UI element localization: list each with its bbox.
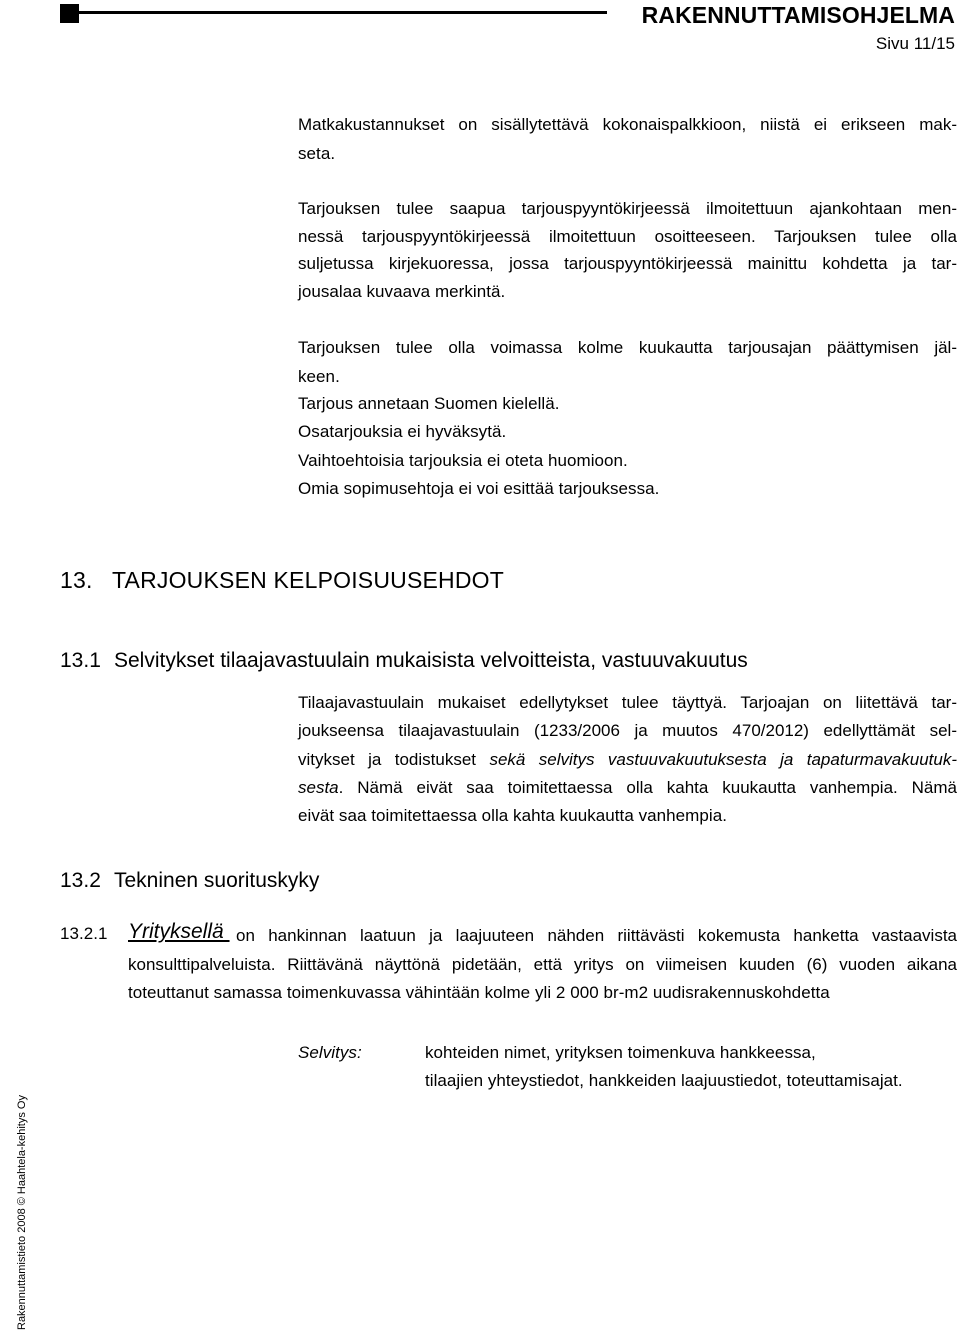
paragraph-line: Matkakustannukset on sisällytettävä kokonaispalkkioon, niistä ei erikseen mak-	[298, 115, 957, 134]
header-logo-square	[60, 4, 79, 23]
explanation-line: tilaajien yhteystiedot, hankkeiden laajuustiedot, toteuttamisajat.	[425, 1071, 903, 1090]
paragraph-line: toteuttanut samassa toimenkuvassa vähintään kolme yli 2 000 br-m2 uudisrakennuskohdetta	[128, 983, 830, 1002]
explanation-label: Selvitys:	[298, 1043, 362, 1062]
paragraph-line: Tarjouksen tulee olla voimassa kolme kuukautta tarjousajan päättymisen jäl-	[298, 338, 957, 357]
section-heading	[60, 567, 504, 594]
subsection-heading	[60, 649, 748, 673]
paragraph-line: konsulttipalveluista. Riittävänä näyttönä pidetään, että yritys on viimeisen kuuden (6) vuoden aikana	[128, 955, 957, 974]
subsection-number: 13.2	[60, 869, 101, 892]
paragraph-line: jousalaa kuvaava merkintä.	[298, 282, 506, 301]
paragraph-line: Vaihtoehtoisia tarjouksia ei oteta huomioon.	[298, 451, 628, 470]
copyright-sidebar: Rakennuttamistieto 2008 © Haahtela-kehitys Oy	[16, 1095, 28, 1330]
paragraph-line: Tarjouksen tulee saapua tarjouspyyntökirjeessä ilmoitettuun ajankohtaan men-	[298, 199, 957, 218]
paragraph-line: nessä tarjouspyyntökirjeessä ilmoitettuun osoitteeseen. Tarjouksen tulee olla	[298, 227, 957, 246]
explanation-line: kohteiden nimet, yrityksen toimenkuva hankkeessa,	[425, 1043, 816, 1062]
paragraph-line: suljetussa kirjekuoressa, jossa tarjouspyyntökirjeessä mainittu kohdetta ja tar-	[298, 254, 957, 273]
section-number: 13.	[60, 567, 93, 593]
italic-text-run: sekä selvitys vastuuvakuutuksesta ja tapaturmavakuutuk-	[489, 750, 957, 769]
paragraph-line: Tilaajavastuulain mukaiset edellytykset tulee täyttyä. Tarjoajan on liitettävä tar-	[298, 693, 957, 712]
italic-text-run: sesta	[298, 778, 339, 797]
item-keyword: Yrityksellä	[128, 920, 230, 943]
paragraph-line: Tarjous annetaan Suomen kielellä.	[298, 394, 560, 413]
paragraph-line: Osatarjouksia ei hyväksytä.	[298, 422, 507, 441]
section-title: TARJOUKSEN KELPOISUUSEHDOT	[112, 567, 505, 593]
paragraph-line	[298, 750, 957, 770]
paragraph-line: keen.	[298, 367, 340, 386]
subsection-title: Selvitykset tilaajavastuulain mukaisista velvoitteista, vastuuvakuutus	[114, 649, 748, 672]
paragraph-line: eivät saa toimitettaessa olla kahta kuukautta vanhempia.	[298, 806, 727, 825]
document-title: RAKENNUTTAMISOHJELMA	[641, 2, 955, 28]
subsection-title: Tekninen suorituskyky	[114, 869, 320, 892]
text-run: . Nämä eivät saa toimitettaessa olla kahta kuukautta vanhempia. Nämä	[338, 778, 957, 797]
subsection-heading	[60, 869, 319, 893]
item-number: 13.2.1	[60, 924, 108, 943]
text-run: vitykset ja todistukset	[298, 750, 490, 769]
header-rule	[79, 11, 607, 14]
paragraph-line	[298, 778, 957, 798]
page-number: Sivu 11/15	[875, 34, 955, 53]
paragraph-line: Omia sopimusehtoja ei voi esittää tarjouksessa.	[298, 479, 660, 498]
subsection-number: 13.1	[60, 649, 101, 672]
paragraph-line: seta.	[298, 144, 336, 163]
paragraph-line: on hankinnan laatuun ja laajuuteen nähden riittävästi kokemusta hanketta vastaavista	[236, 926, 957, 945]
paragraph-line: joukseensa tilaajavastuulain (1233/2006 ja muutos 470/2012) edellyttämät sel-	[298, 721, 957, 740]
